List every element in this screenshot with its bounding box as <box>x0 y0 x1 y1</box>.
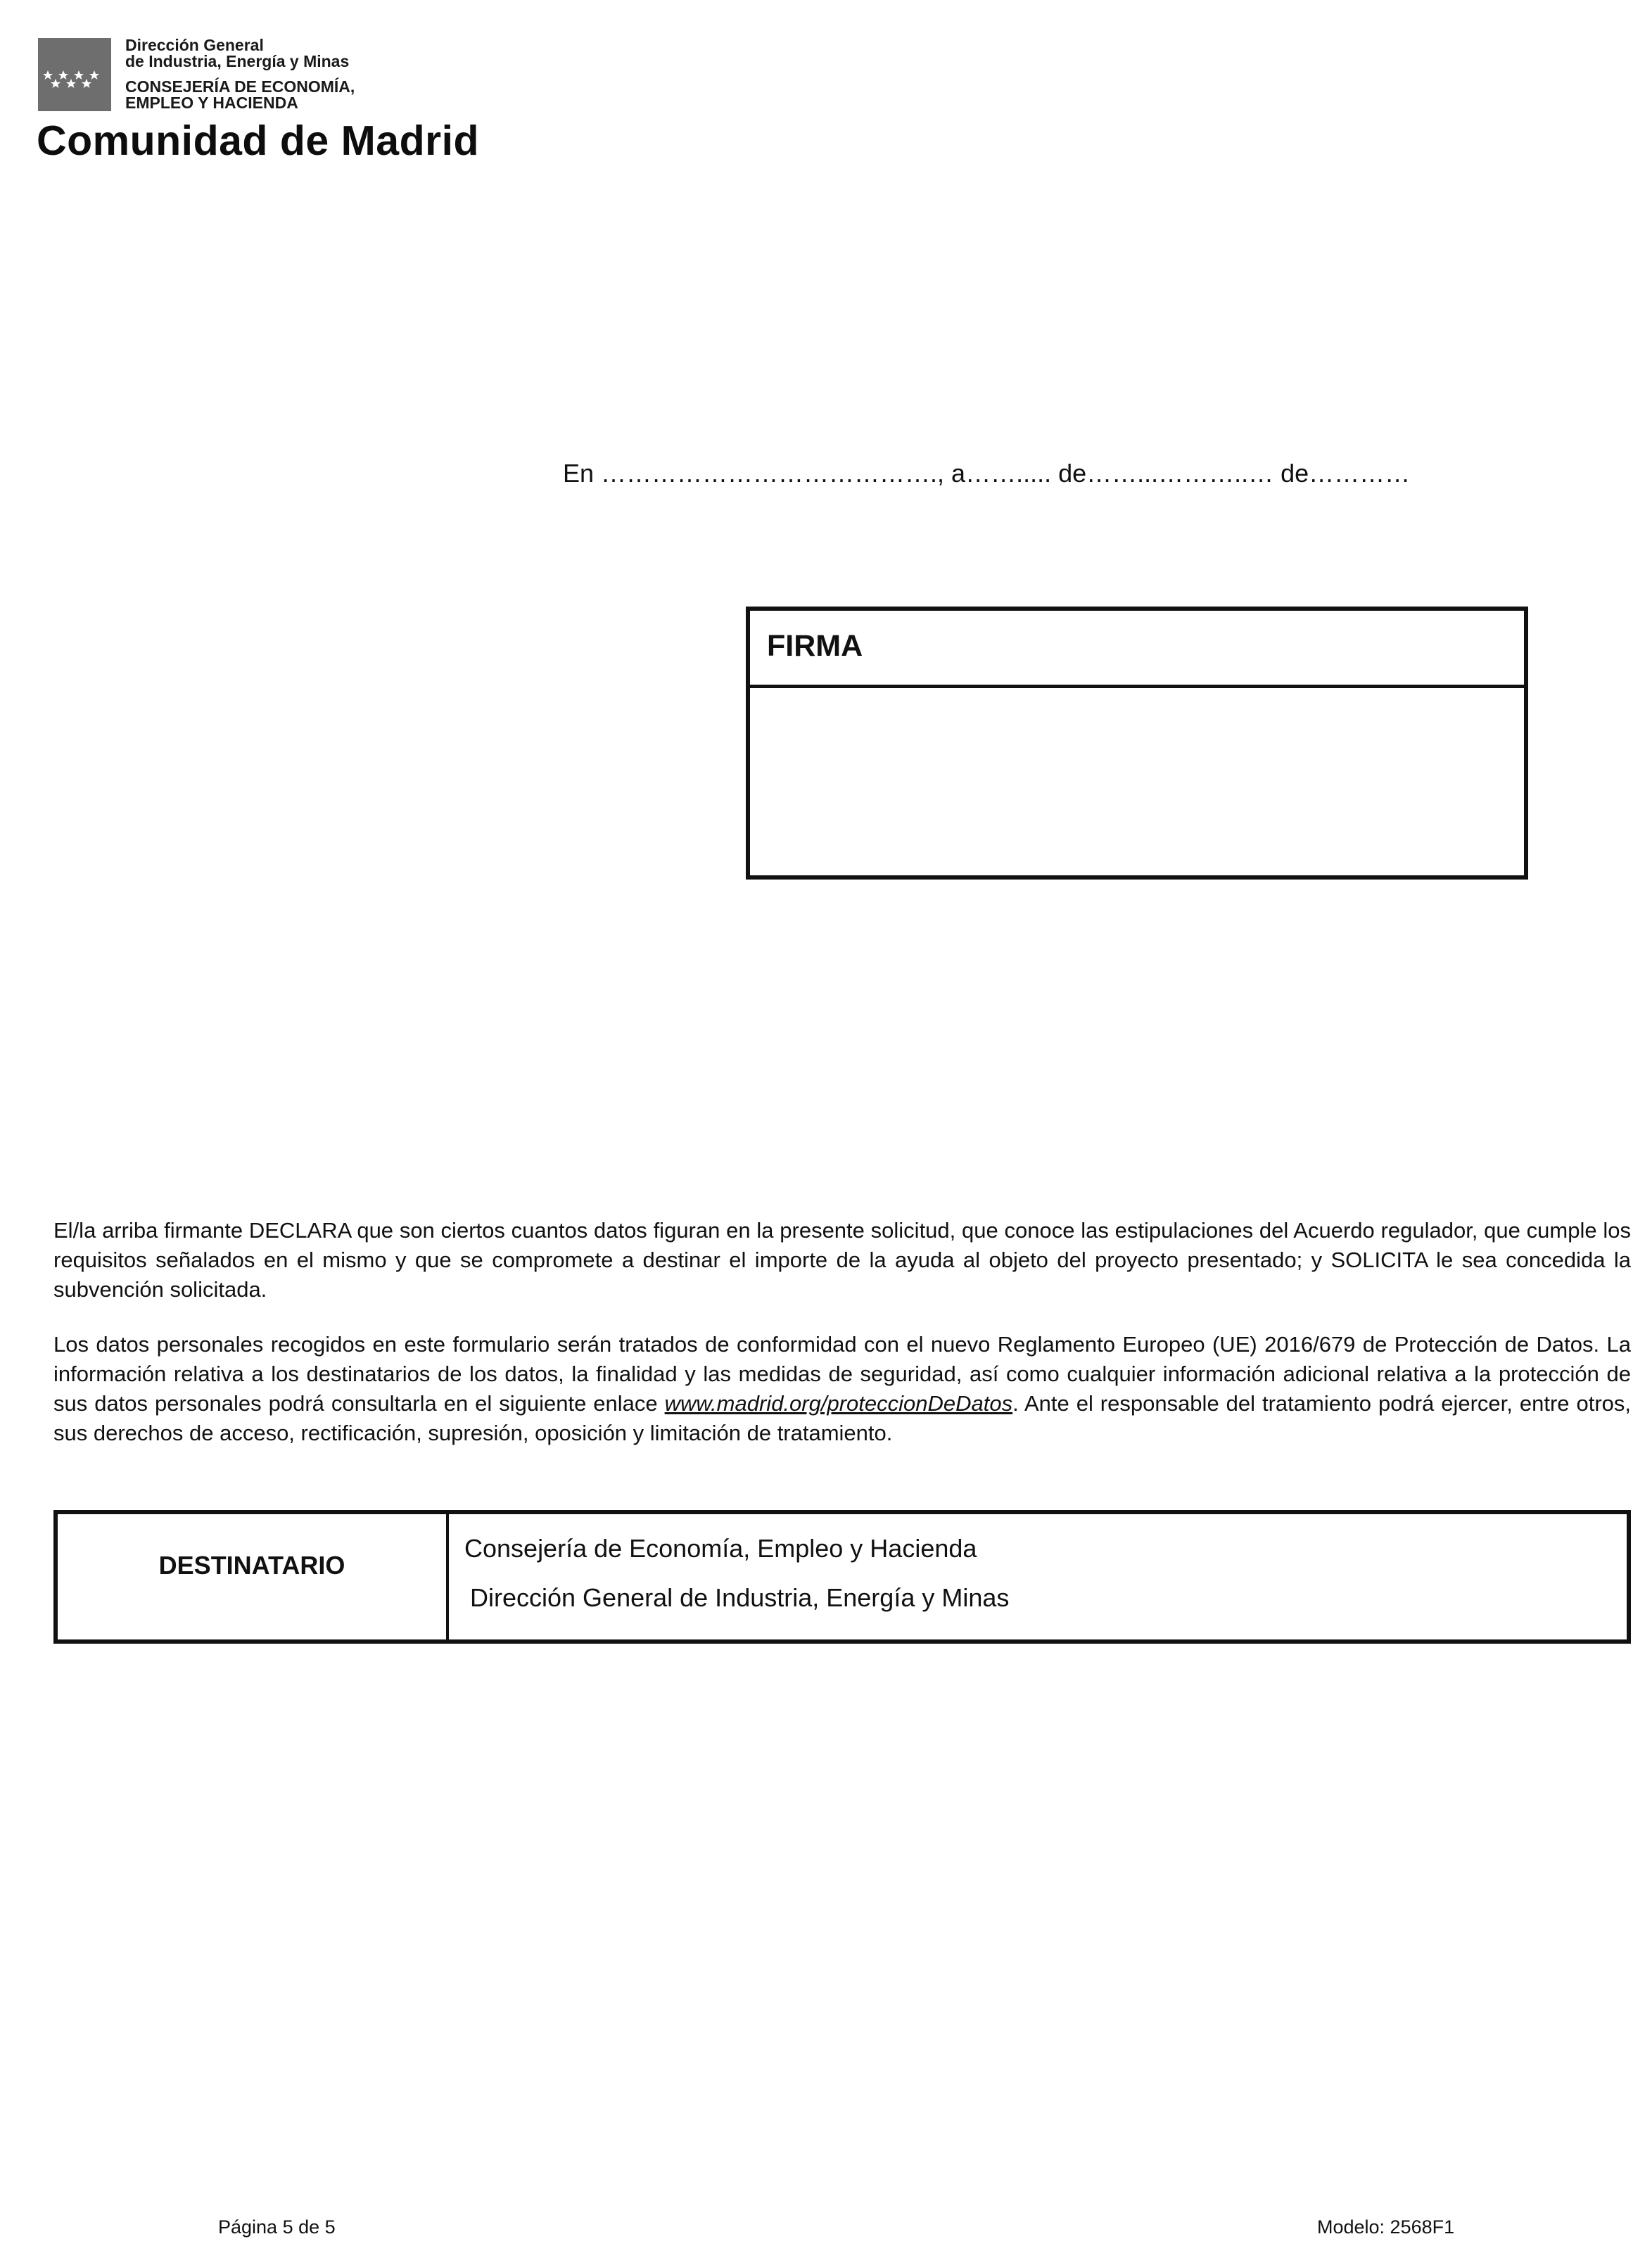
destinatario-consejeria: Consejería de Economía, Empleo y Hacienda <box>464 1534 977 1563</box>
signature-label: FIRMA <box>767 629 863 663</box>
privacy-text-before: Los datos personales recogidos en este formulario serán tratados de conformidad con el nuevo Reglamento Europeo (UE) 2016/679 de Protección de Datos. La información relativa a los destinatarios de los datos, la finalidad y las medidas de seguridad, así como cualquier información adicional relativa a la protección de sus datos personales podrá consultarla en el siguiente enlace <box>53 1332 1631 1416</box>
declaration-paragraph: El/la arriba firmante DECLARA que son ciertos cuantos datos figuran en la presente solicitud, que conoce las estipulaciones del Acuerdo regulador, que cumple los requisitos señalados en el mismo y que se compromete a destinar el importe de la ayuda al objeto del proyecto presentado; y SOLICITA le sea concedida la subvención solicitada. <box>53 1218 1631 1302</box>
signature-box-header <box>750 611 1524 688</box>
header-org-line2: de Industria, Energía y Minas <box>125 52 350 70</box>
header-org-line1: Dirección General <box>125 36 264 54</box>
destinatario-label-cell <box>58 1514 449 1639</box>
page-number: Página 5 de 5 <box>218 2216 336 2238</box>
madrid-flag-logo <box>38 38 111 111</box>
header-consejeria-line2: EMPLEO Y HACIENDA <box>125 94 298 112</box>
destinatario-table <box>53 1510 1631 1644</box>
destinatario-direccion: Dirección General de Industria, Energía y Minas <box>470 1583 1010 1612</box>
stars-icon <box>38 38 111 111</box>
date-place-line[interactable]: En …………………………………., a……..... de……...………..… de………… <box>563 459 1411 488</box>
modelo-number: Modelo: 2568F1 <box>1317 2216 1455 2238</box>
privacy-link[interactable]: www.madrid.org/proteccionDeDatos <box>664 1391 1013 1416</box>
privacy-text-after: . Ante el responsable del tratamiento podrá ejercer, entre otros, sus derechos de acceso, rectificación, supresión, oposición y limitación de tratamiento. <box>53 1391 1632 1445</box>
signature-box[interactable] <box>746 607 1528 880</box>
header-consejeria-line1: CONSEJERÍA DE ECONOMÍA, <box>125 77 355 96</box>
brand-title: Comunidad de Madrid <box>37 118 479 164</box>
destinatario-label: DESTINATARIO <box>158 1551 345 1580</box>
privacy-paragraph <box>53 1330 1631 1448</box>
